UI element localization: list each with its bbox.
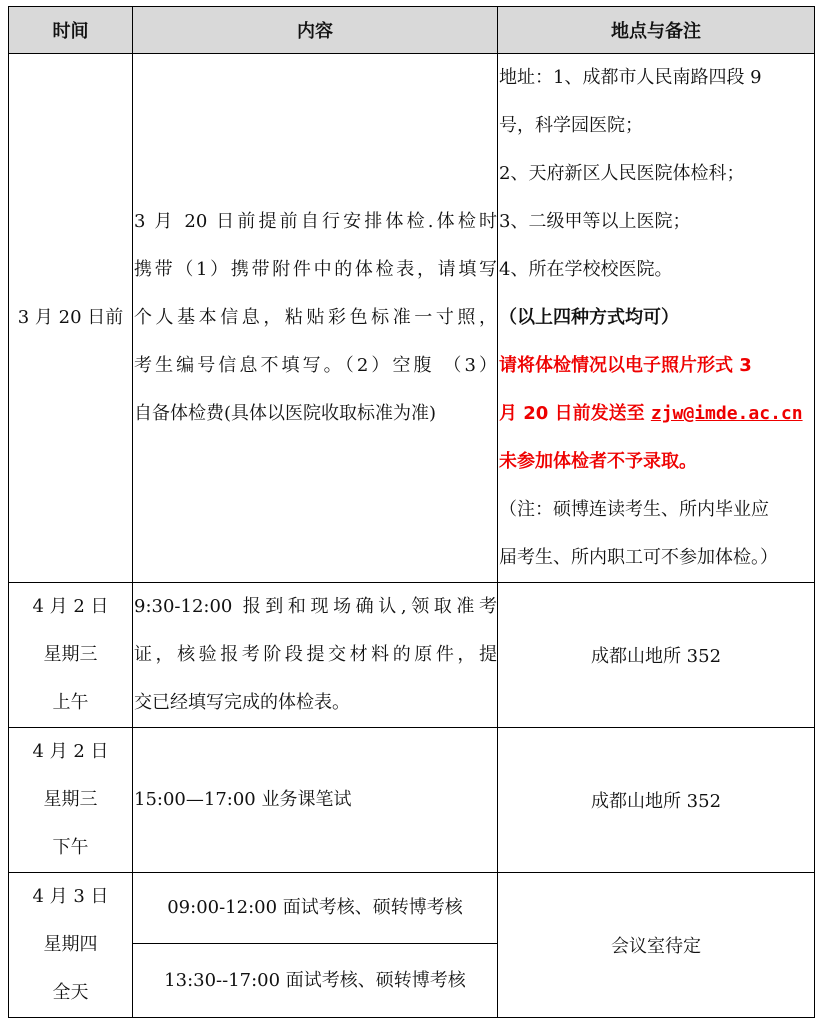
- time-line: 4 月 2 日: [32, 596, 109, 617]
- content-line: 9:30-12:00 报到和现场确认,领取准考: [134, 596, 497, 617]
- content-cell: [133, 728, 498, 873]
- place-cell: 成都山地所 352: [498, 583, 815, 728]
- table-header-row: [9, 7, 815, 54]
- note-line: （注：硕博连读考生、所内毕业应: [499, 499, 769, 520]
- place-cell: 会议室待定: [498, 873, 815, 1018]
- schedule-table: [8, 6, 815, 1018]
- note-bold: （以上四种方式均可）: [499, 307, 679, 328]
- time-line: 3 月 20 日前: [17, 307, 124, 328]
- table-row: [9, 54, 815, 583]
- place-cell: [498, 54, 815, 583]
- content-line: 考生编号信息不填写。（2）空腹 （3）: [134, 355, 497, 376]
- content-line: 证，核验报考阶段提交材料的原件，提: [134, 644, 497, 665]
- time-line: 下午: [52, 837, 89, 858]
- time-cell: [9, 54, 133, 583]
- content-line: 15:00—17:00 业务课笔试: [134, 789, 352, 810]
- header-time: 时间: [9, 7, 133, 54]
- content-line: 个人基本信息，粘贴彩色标准一寸照，: [134, 307, 497, 328]
- address-line: 2、天府新区人民医院体检科；: [499, 163, 745, 184]
- red-notice-line: 请将体检情况以电子照片形式 3: [499, 355, 752, 376]
- address-line: 3、二级甲等以上医院；: [499, 211, 691, 232]
- header-place: 地点与备注: [498, 7, 815, 54]
- place-cell: 成都山地所 352: [498, 728, 815, 873]
- content-cell: [133, 583, 498, 728]
- red-notice-line: [498, 390, 814, 438]
- time-cell: [9, 728, 133, 873]
- address-line: 号，科学园医院；: [499, 115, 643, 136]
- table-row: [9, 728, 815, 873]
- time-line: 星期三: [43, 789, 98, 810]
- email-link[interactable]: zjw@imde.ac.cn: [650, 403, 803, 424]
- content-cell-morning: 09:00-12:00 面试考核、硕转博考核: [133, 873, 498, 944]
- content-line: 3 月 20 日前提前自行安排体检.体检时: [134, 211, 497, 232]
- time-line: 4 月 3 日: [32, 886, 109, 907]
- content-cell: [133, 54, 498, 583]
- header-content: 内容: [133, 7, 498, 54]
- table-row: [9, 873, 815, 944]
- red-notice-line: 未参加体检者不予录取。: [499, 451, 697, 472]
- time-line: 星期三: [43, 644, 98, 665]
- content-line: 交已经填写完成的体检表。: [134, 692, 350, 713]
- content-line: 自备体检费(具体以医院收取标准为准): [134, 403, 437, 424]
- time-line: 全天: [52, 982, 89, 1003]
- time-line: 上午: [52, 692, 89, 713]
- table-row: [9, 583, 815, 728]
- address-line: 4、所在学校校医院。: [499, 259, 673, 280]
- note-line: 届考生、所内职工可不参加体检。）: [499, 547, 778, 568]
- time-line: 4 月 2 日: [32, 741, 109, 762]
- content-cell-afternoon: 13:30--17:00 面试考核、硕转博考核: [133, 944, 498, 1018]
- address-line: 地址：1、成都市人民南路四段 9: [499, 67, 762, 88]
- content-line: 携带（1）携带附件中的体检表，请填写: [134, 259, 497, 280]
- time-cell: [9, 583, 133, 728]
- time-cell: [9, 873, 133, 1018]
- time-line: 星期四: [43, 934, 98, 955]
- red-notice-text: 月 20 日前发送至: [499, 403, 651, 424]
